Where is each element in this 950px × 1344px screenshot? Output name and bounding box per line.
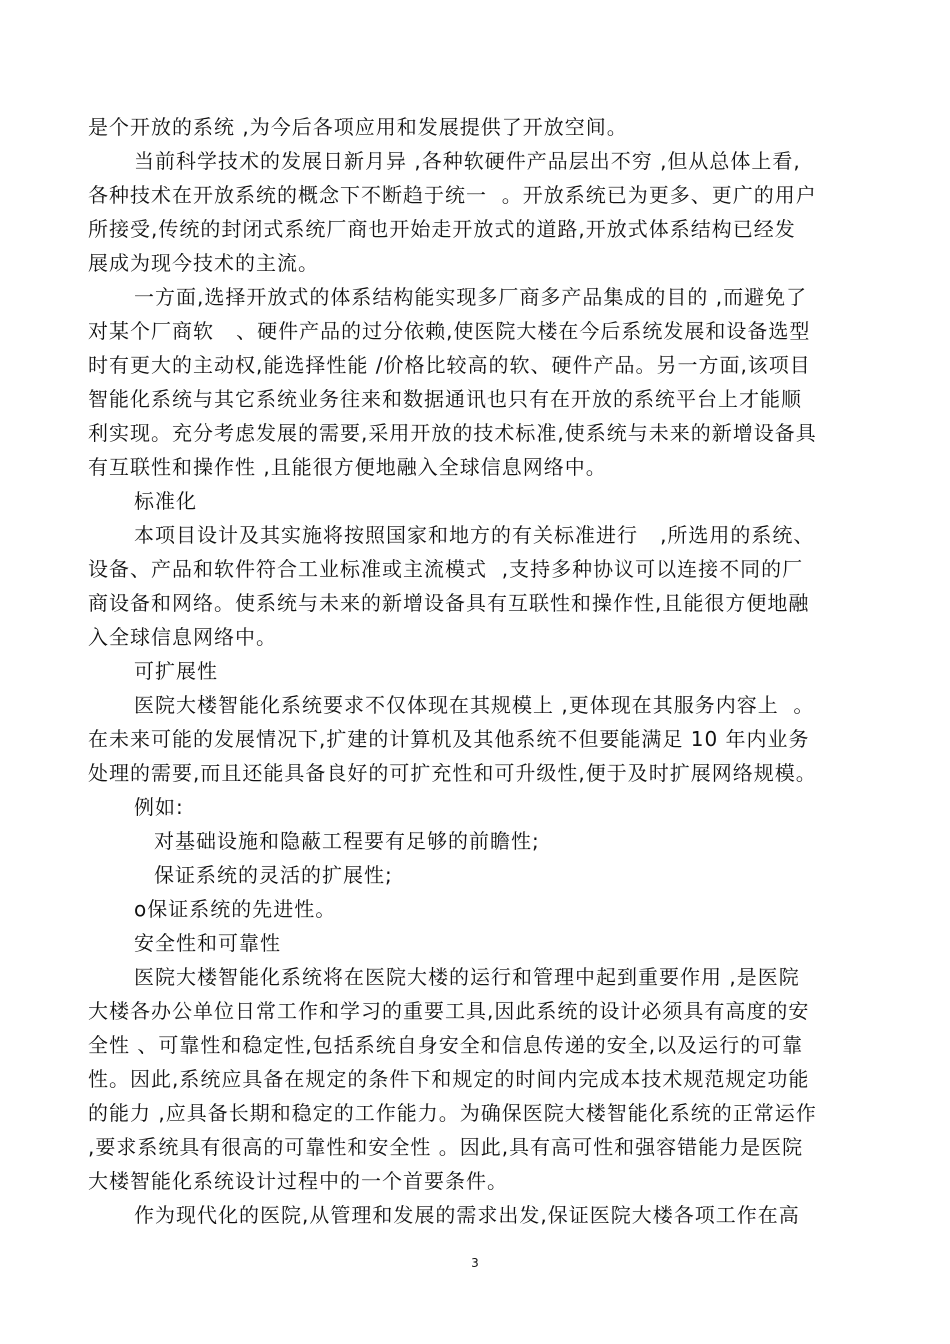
text-line: 时有更大的主动权,能选择性能 /价格比较高的软、硬件产品。另一方面,该项目 xyxy=(88,353,811,377)
section-heading: 安全性和可靠性 xyxy=(134,931,281,955)
text-line: 对某个厂商软 、硬件产品的过分依赖,使医院大楼在今后系统发展和设备选型 xyxy=(88,319,811,343)
list-item: 保证系统的灵活的扩展性; xyxy=(154,863,393,887)
text-line: 一方面,选择开放式的体系结构能实现多厂商多产品集成的目的 ,而避免了 xyxy=(134,285,808,309)
text-line: 各种技术在开放系统的概念下不断趋于统一 。开放系统已为更多、更广的用户 xyxy=(88,183,817,207)
text-line: 作为现代化的医院,从管理和发展的需求出发,保证医院大楼各项工作在高 xyxy=(134,1203,800,1227)
text-line: 利实现。充分考虑发展的需要,采用开放的技术标准,使系统与未来的新增设备具 xyxy=(88,421,817,445)
text-line: 商设备和网络。使系统与未来的新增设备具有互联性和操作性,且能很方便地融 xyxy=(88,591,810,615)
text-line: 的能力 ,应具备长期和稳定的工作能力。为确保医院大楼智能化系统的正常运作 xyxy=(88,1101,817,1125)
text-line: 本项目设计及其实施将按照国家和地方的有关标准进行 ,所选用的系统、 xyxy=(134,523,815,547)
text-line: 医院大楼智能化系统要求不仅体现在其规模上 ,更体现在其服务内容上 。 xyxy=(134,693,815,717)
text-line: 处理的需要,而且还能具备良好的可扩充性和可升级性,便于及时扩展网络规模。 xyxy=(88,761,817,785)
text-line: 例如: xyxy=(134,795,184,819)
text-line: 大楼智能化系统设计过程中的一个首要条件。 xyxy=(88,1169,508,1193)
section-heading: 可扩展性 xyxy=(134,659,218,683)
text-line: 入全球信息网络中。 xyxy=(88,625,277,649)
text-line: ,要求系统具有很高的可靠性和安全性 。因此,具有高可性和强容错能力是医院 xyxy=(88,1135,804,1159)
page-number: 3 xyxy=(471,1256,479,1270)
list-item: ο保证系统的先进性。 xyxy=(134,897,337,921)
text-line: 当前科学技术的发展日新月异 ,各种软硬件产品层出不穷 ,但从总体上看, xyxy=(134,149,801,173)
text-line: 医院大楼智能化系统将在医院大楼的运行和管理中起到重要作用 ,是医院 xyxy=(134,965,800,989)
text-line: 性。因此,系统应具备在规定的条件下和规定的时间内完成本技术规范规定功能 xyxy=(88,1067,810,1091)
text-line: 是个开放的系统 ,为今后各项应用和发展提供了开放空间。 xyxy=(88,115,628,139)
text-line: 所接受,传统的封闭式系统厂商也开始走开放式的道路,开放式体系结构已经发 xyxy=(88,217,796,241)
text-line: 有互联性和操作性 ,且能很方便地融入全球信息网络中。 xyxy=(88,455,607,479)
text-line: 在未来可能的发展情况下,扩建的计算机及其他系统不但要能满足 10 年内业务 xyxy=(88,727,810,751)
text-line: 全性 、可靠性和稳定性,包括系统自身安全和信息传递的安全,以及运行的可靠 xyxy=(88,1033,804,1057)
list-item: 对基础设施和隐蔽工程要有足够的前瞻性; xyxy=(154,829,540,853)
text-line: 展成为现今技术的主流。 xyxy=(88,251,319,275)
text-line: 智能化系统与其它系统业务往来和数据通讯也只有在开放的系统平台上才能顺 xyxy=(88,387,802,411)
text-line: 设备、产品和软件符合工业标准或主流模式 ,支持多种协议可以连接不同的厂 xyxy=(88,557,804,581)
text-line: 大楼各办公单位日常工作和学习的重要工具,因此系统的设计必须具有高度的安 xyxy=(88,999,810,1023)
section-heading: 标准化 xyxy=(134,489,197,513)
